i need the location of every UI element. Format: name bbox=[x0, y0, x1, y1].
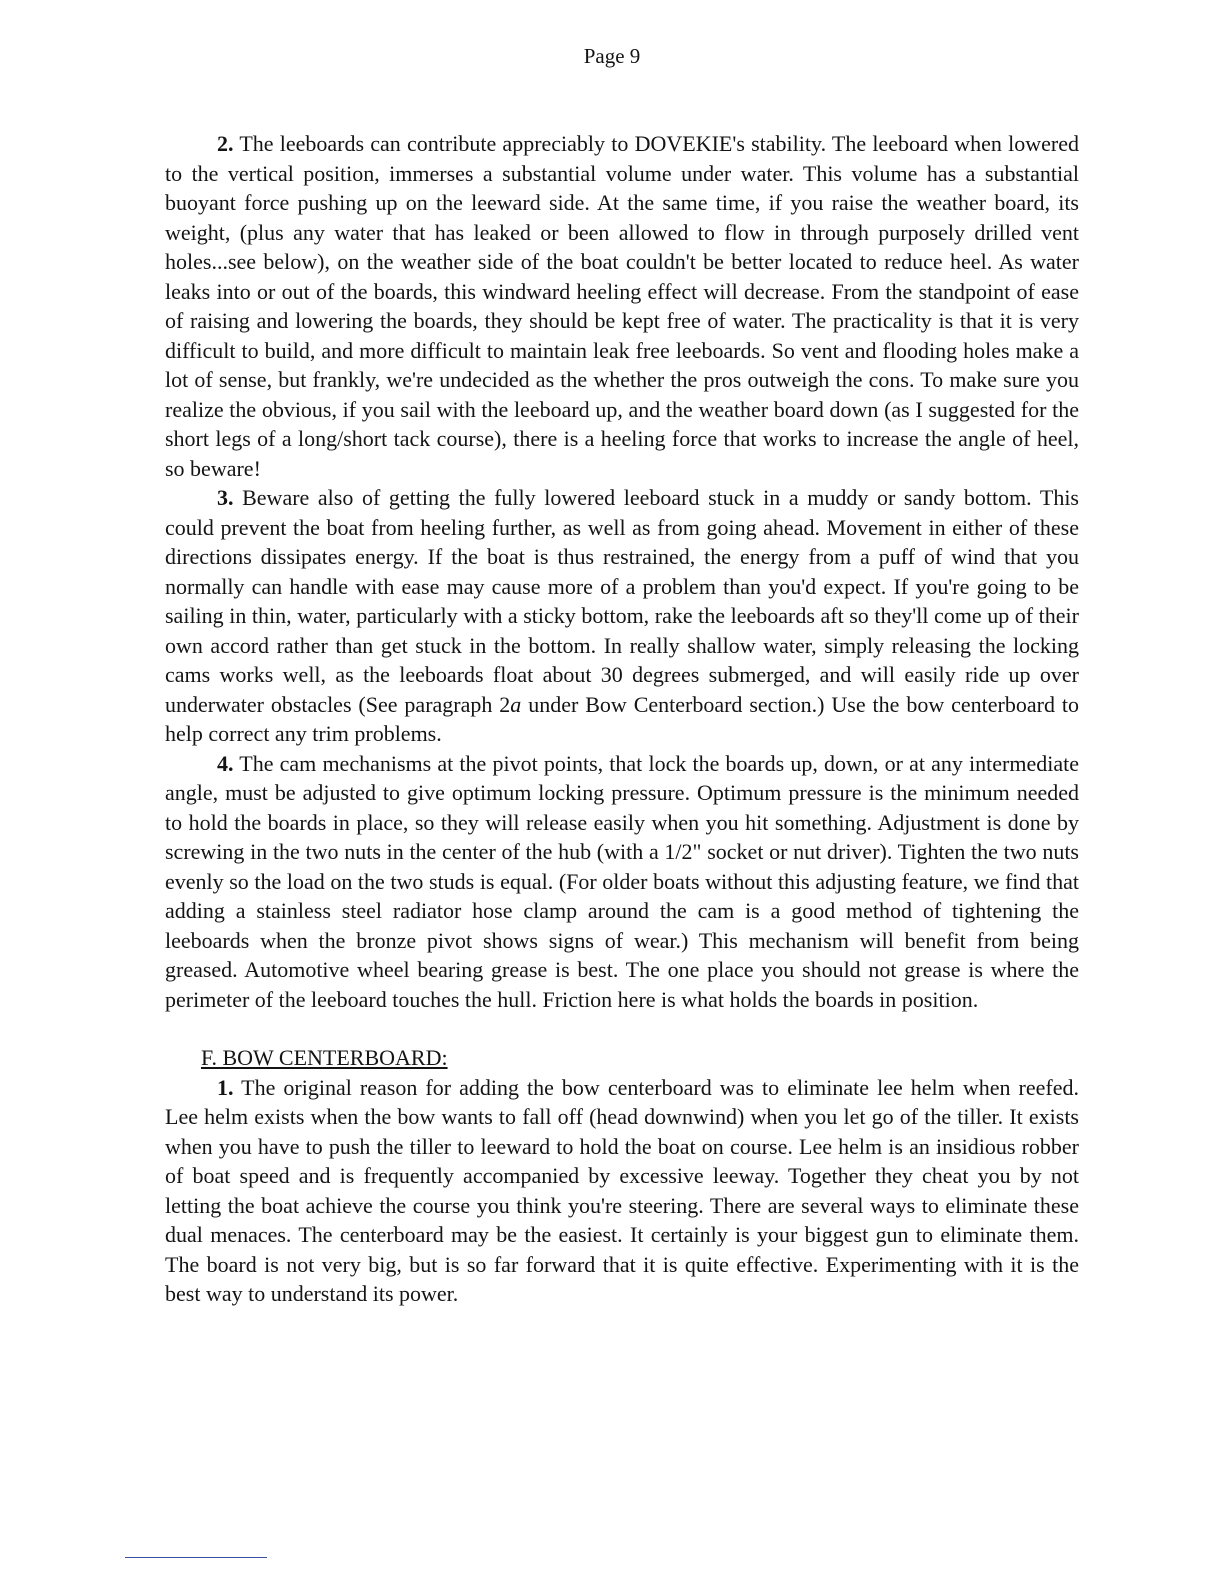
paragraph-number: 1. bbox=[217, 1074, 234, 1100]
italic-reference: a bbox=[510, 691, 522, 717]
paragraph-number: 4. bbox=[217, 750, 234, 776]
footnote-divider bbox=[125, 1557, 267, 1558]
paragraph-text: The cam mechanisms at the pivot points, that lock the boards up, down, or at any intermediate angle, must be adjusted to give optimum locking pressure. Optimum pressure is the minimum needed to hold the boards in place, so they will release easily when you hit something. Adjustment is done by screwing in the two nuts in the center of the hub (with a 1/2" socket or nut driver). Tighten the two nuts evenly so the load on the two studs is equal. (For older boats without this adjusting feature, we find that adding a stainless steel radiator hose clamp around the cam is a good method of tightening the leeboards when the bronze pivot shows signs of wear.) This mechanism will benefit from being greased. Automotive wheel bearing grease is best. The one place you should not grease is where the perimeter of the leeboard touches the hull. Friction here is what holds the boards in position. bbox=[165, 750, 1079, 1012]
paragraph-text: Beware also of getting the fully lowered leeboard stuck in a muddy or sandy bottom. This could prevent the boat from heeling further, as well as from going ahead. Movement in either of these directions dissipates energy. If the boat is thus restrained, the energy from a puff of wind that you normally can handle with ease may cause more of a problem than you'd expect. If you're going to be sailing in thin, water, particularly with a sticky bottom, rake the leeboards aft so they'll come up of their own accord rather than get stuck in the bottom. In really shallow water, simply releasing the locking cams works well, as the leeboards float about 30 degrees submerged, and will easily ride up over underwater obstacles (See paragraph 2 bbox=[165, 485, 1079, 717]
paragraph-4 bbox=[165, 749, 1079, 1015]
paragraph-text-continued: under Bow Centerboard section.) Use the bow centerboard to help correct any trim problems. bbox=[165, 691, 1079, 746]
section-paragraph-1 bbox=[165, 1073, 1079, 1309]
paragraph-text: The original reason for adding the bow centerboard was to eliminate lee helm when reefed. Lee helm exists when the bow wants to fall off (head downwind) when you let go of the tiller. It exists when you have to push the tiller to leeward to hold the boat on course. Lee helm is an insidious robber of boat speed and is frequently accompanied by excessive leeway. Together they cheat you by not letting the boat achieve the course you think you're steering. There are several ways to eliminate these dual menaces. The centerboard may be the easiest. It certainly is your biggest gun to eliminate them. The board is not very big, but is so far forward that it is quite effective. Experimenting with it is the best way to understand its power. bbox=[165, 1074, 1079, 1306]
paragraph-2 bbox=[165, 129, 1079, 483]
page-number: Page 9 bbox=[583, 44, 641, 68]
paragraph-text: The leeboards can contribute appreciably to DOVEKIE's stability. The leeboard when lowered to the vertical position, immerses a substantial volume under water. This volume has a substantial buoyant force pushing up on the leeward side. At the same time, if you raise the weather board, its weight, (plus any water that has leaked or been allowed to flow in through purposely drilled vent holes...see below), on the weather side of the boat couldn't be better located to reduce heel. As water leaks into or out of the boards, this windward heeling effect will decrease. From the standpoint of ease of raising and lowering the boards, they should be kept free of water. The practicality is that it is very difficult to build, and more difficult to maintain leak free leeboards. So vent and flooding holes make a lot of sense, but frankly, we're undecided as the whether the pros outweigh the cons. To make sure you realize the obvious, if you sail with the leeboard up, and the weather board down (as I suggested for the short legs of a long/short tack course), there is a heeling force that works to increase the angle of heel, so beware! bbox=[165, 131, 1079, 481]
paragraph-3 bbox=[165, 483, 1079, 749]
paragraph-number: 3. bbox=[217, 485, 234, 510]
document-body bbox=[165, 129, 1079, 1309]
section-heading: F. BOW CENTERBOARD: bbox=[201, 1045, 448, 1070]
paragraph-number: 2. bbox=[217, 131, 234, 156]
